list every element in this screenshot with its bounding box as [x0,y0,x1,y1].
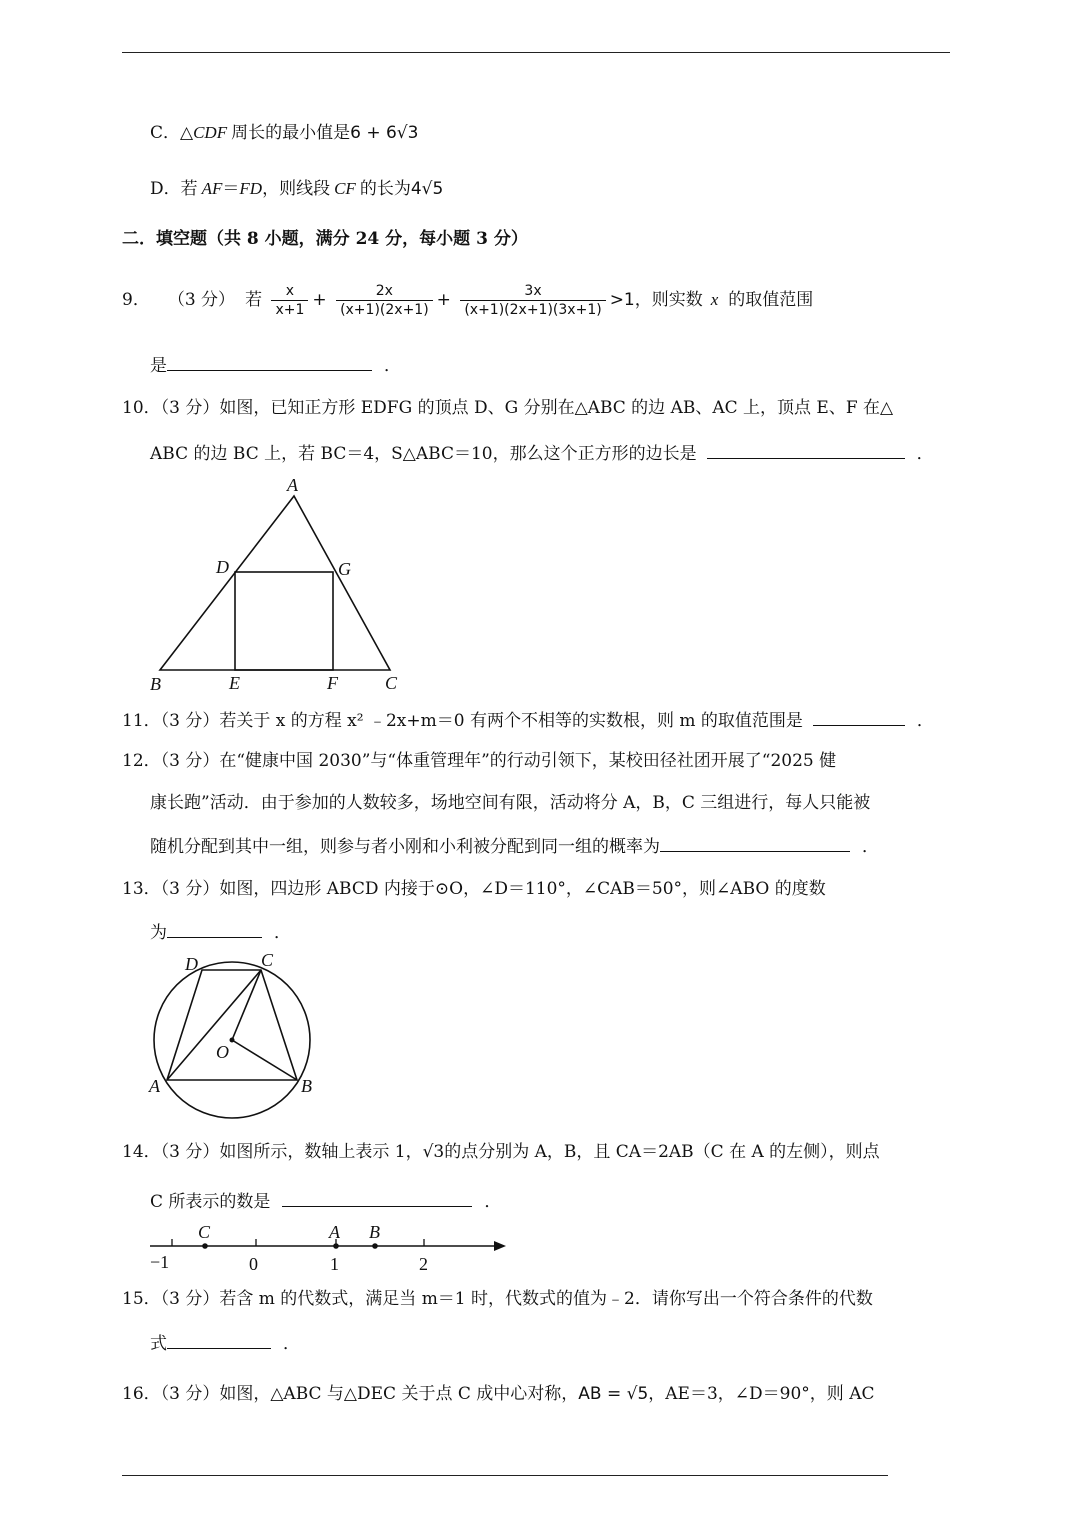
var-cf: CF [334,179,356,198]
center-point [230,1038,235,1043]
question-14-line2 [150,1188,501,1214]
fraction-2-numerator: 2x [375,283,393,299]
question-13-line2 [150,919,291,945]
question-12-line3 [150,833,879,859]
option-d-value: 4√5 [410,179,444,199]
answer-blank[interactable] [707,440,905,459]
option-d-label: D． [150,179,181,199]
q13-line1: （3 分）如图，四边形 ABCD 内接于⊙O，∠D＝110°，∠CAB＝50°，则∠ABO 的度数 [160,879,826,899]
q16-line1a: （3 分）如图，△ABC 与△DEC 关于点 C 成中心对称， [160,1384,579,1404]
fraction-1-numerator: x [285,283,295,299]
q9-variable: x [710,290,719,309]
question-number: 12． [122,751,161,771]
option-d-text3: 的长为 [359,179,411,199]
point-a [333,1243,339,1249]
question-number: 9． [122,290,150,310]
circle-quadrilateral-figure [140,948,330,1128]
q14-line1: （3 分）如图所示，数轴上表示 1，√3的点分别为 A，B，且 CA＝2AB（C 在 A 的左侧），则点 [160,1142,880,1162]
triangle-abc [160,496,390,670]
fraction-2 [336,282,433,319]
option-c-value: 6 + 6√3 [350,123,419,143]
fraction-3-denominator: (x+1)(2x+1)(3x+1) [460,300,605,319]
equals-sign: ＝ [222,179,240,199]
square-edfg [235,572,333,670]
q9-tail2: 的取值范围 [728,290,814,310]
label-c: C [385,673,398,693]
option-c-label: C． [150,123,181,143]
question-9-line2 [150,352,401,378]
period: ． [916,444,934,464]
q15-line1: （3 分）若含 m 的代数式，满足当 m＝1 时，代数式的值为﹣2．请你写出一个符合条件的代数 [160,1289,873,1309]
answer-blank[interactable] [813,707,905,726]
question-14 [122,1140,880,1164]
question-number: 15． [122,1289,161,1309]
top-rule [122,52,950,53]
fraction-2-denominator: (x+1)(2x+1) [336,300,433,319]
period: ． [384,356,401,376]
triangle-square-figure [140,472,410,697]
point-c [202,1243,208,1249]
answer-blank[interactable] [167,919,262,938]
question-number: 13． [122,879,161,899]
q15-line2: 式 [150,1334,167,1354]
line-ob [232,1040,297,1080]
label-d: D [185,954,198,974]
q11-text: （3 分）若关于 x 的方程 x² ﹣2x+m＝0 有两个不相等的实数根，则 m 的取值范围是 [160,711,803,731]
option-d-text2: ，则线段 [262,179,331,199]
point-b [372,1243,378,1249]
answer-blank[interactable] [660,833,850,852]
q10-line2: ABC 的边 BC 上，若 BC＝4，S△ABC＝10，那么这个正方形的边长是 [150,444,697,464]
label-c: C [198,1222,211,1242]
label-b: B [301,1076,312,1096]
question-9: 9． （3 分） 若 $\frac{x}{x+1}$ + $\frac{2x}{(x+1)(2x+1)}$ + $\frac{3x}{(x+1)(2x+1)(3x+1)}$ >1，则实数 x 的取值范围 [122,283,814,318]
q12-line3: 随机分配到其中一组，则参与者小刚和小利被分配到同一组的概率为 [150,837,660,857]
option-c-text: 周长的最小值是 [231,123,351,143]
fraction-3 [460,282,605,319]
tick-label-minus-1: −1 [150,1252,170,1272]
tick-label-0: 0 [249,1254,258,1274]
tick-label-2: 2 [419,1254,428,1274]
option-d [150,177,443,201]
question-10-line2 [150,440,934,466]
period: ． [274,923,291,943]
q9-line2-text: 是 [150,356,167,376]
label-c: C [261,950,274,970]
question-number: 10． [122,398,161,418]
q13-line2: 为 [150,923,167,943]
question-10 [122,396,893,420]
q14-line2: C 所表示的数是 [150,1192,271,1212]
question-12 [122,749,836,773]
bottom-rule [122,1475,888,1476]
question-number: 16． [122,1384,161,1404]
label-a: A [329,1222,340,1242]
label-o: O [216,1042,229,1062]
fraction-1-denominator: x+1 [271,300,308,319]
period: ． [283,1334,300,1354]
question-15 [122,1287,873,1311]
q16-math: AB = √5 [578,1384,649,1404]
question-11 [122,707,934,733]
answer-blank[interactable] [167,352,372,371]
var-af: AF [201,179,223,198]
label-b: B [369,1222,380,1242]
var-fd: FD [239,179,263,198]
question-13 [122,877,826,901]
triangle-name: CDF [193,123,228,142]
question-16 [122,1382,874,1406]
label-f: F [327,673,338,693]
q12-line2: 康长跑”活动．由于参加的人数较多，场地空间有限，活动将分 A，B，C 三组进行，每人只能被 [150,793,871,813]
q16-line1b: ，AE＝3，∠D＝90°，则 AC [648,1384,875,1404]
answer-blank[interactable] [282,1188,472,1207]
axis-arrow-icon [494,1241,506,1251]
q10-line1: （3 分）如图，已知正方形 EDFG 的顶点 D、G 分别在△ABC 的边 AB、AC 上，顶点 E、F 在△ [160,398,894,418]
label-a: A [149,1076,160,1096]
line-co [232,970,261,1040]
question-12-line2 [150,791,870,815]
period: ． [484,1192,502,1212]
tick-label-1: 1 [330,1254,339,1274]
triangle-symbol: △ [180,123,194,143]
fraction-1 [271,282,308,319]
quadrilateral-abcd [167,970,297,1080]
answer-blank[interactable] [167,1330,271,1349]
label-a: A [287,475,298,495]
period: ． [862,837,879,857]
q9-if: 若 [245,290,263,310]
section-title: 二．填空题（共 8 小题，满分 24 分，每小题 3 分） [122,229,528,249]
period: ． [916,711,934,731]
q12-line1: （3 分）在“健康中国 2030”与“体重管理年”的行动引领下，某校田径社团开展了“2025 健 [160,751,837,771]
label-g: G [338,559,351,579]
fraction-3-numerator: 3x [524,283,542,299]
q9-inequality: >1 [609,290,635,310]
label-b: B [150,674,161,694]
option-c [150,121,418,145]
label-e: E [229,673,240,693]
question-number: 11． [122,711,161,731]
question-number: 14． [122,1142,161,1162]
number-line [148,1222,513,1277]
question-15-line2 [150,1330,300,1356]
q9-tail: ，则实数 [634,290,703,310]
question-score: （3 分） [167,290,236,310]
line-ac [167,970,261,1080]
option-d-text: 若 [180,179,198,199]
label-d: D [216,557,229,577]
